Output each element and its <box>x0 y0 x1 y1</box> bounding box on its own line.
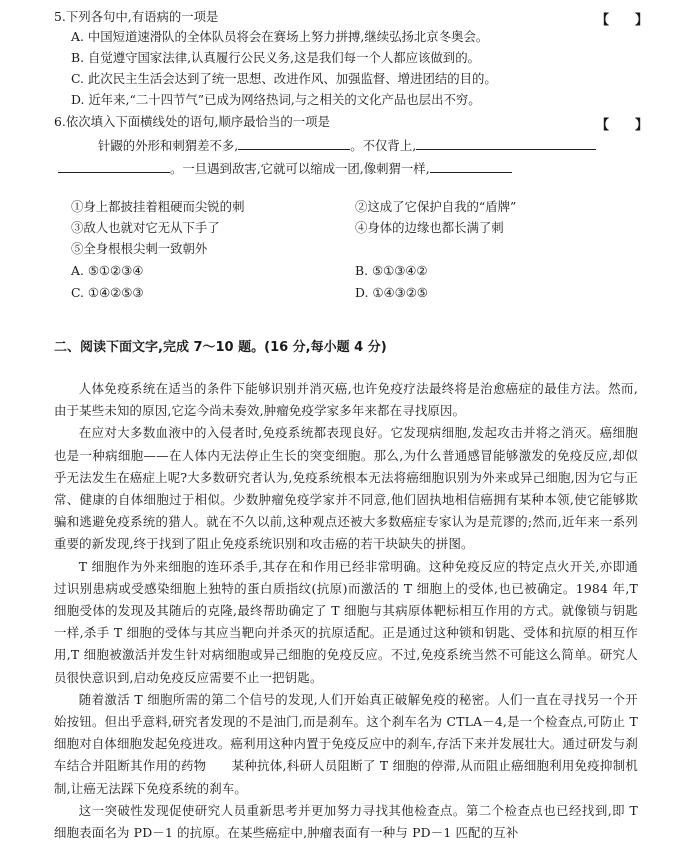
q6-item-4: ④身体的边缘也都长满了刺 <box>355 220 504 235</box>
fill-blank-2 <box>416 137 596 150</box>
q6-choice-d: D. ①④③②⑤ <box>355 285 428 300</box>
q5-stem: 5.下列各句中,有语病的一项是 <box>54 9 219 24</box>
reading-passage <box>54 378 638 844</box>
q5-answer-bracket: 【 】 <box>596 13 649 28</box>
fill-blank-4 <box>430 160 512 173</box>
q6-choice-c: C. ①④②⑤③ <box>71 285 144 300</box>
q5-option-c: C. 此次民主生活会达到了统一思想、改进作风、加强监督、增进团结的目的。 <box>71 71 497 86</box>
section-2-heading: 二、阅读下面文字,完成 7～10 题。(16 分,每小题 4 分) <box>54 340 387 355</box>
q6-choice-a: A. ⑤①②③④ <box>71 263 144 278</box>
q6-item-2: ②这成了它保护自我的“盾牌” <box>355 199 517 214</box>
passage-paragraph-2: 在应对大多数血液中的入侵者时,免疫系统都表现良好。它发现病细胞,发起攻击并将之消灭。癌细胞也是一种病细胞——在人体内无法停止生长的突变细胞。那么,为什么普通感冒能够激发的免疫反应,却似乎无法发生在癌症上呢?大多数研究者认为,免疫系统根本无法将癌细胞识别为外来或异己细胞,因为它与正常、健康的自体细胞过于相似。少数肿瘤免疫学家并不同意,他们固执地相信癌拥有某种本领,使它能够欺骗和逃避免疫系统的猎人。就在不久以前,这种观点还被大多数癌症专家认为是荒谬的;然而,近年来一系列重要的新发现,终于找到了阻止免疫系统识别和攻击癌的若干块缺失的拼图。 <box>54 425 638 552</box>
q6-item-3: ③敌人也就对它无从下手了 <box>71 220 220 235</box>
q6-item-1: ①身上都披挂着粗硬而尖锐的刺 <box>71 199 245 214</box>
q6-stem: 6.依次填入下面横线处的语句,顺序最恰当的一项是 <box>54 114 330 129</box>
q5-option-a: A. 中国短道速滑队的全体队员将会在赛场上努力拼搏,继续弘扬北京冬奥会。 <box>71 29 489 44</box>
q6-item-5: ⑤全身根根尖刺一致朝外 <box>71 241 208 256</box>
q5-option-d: D. 近年来,“二十四节气”已成为网络热词,与之相关的文化产品也层出不穷。 <box>71 92 481 107</box>
q5-option-b: B. 自觉遵守国家法律,认真履行公民义务,这是我们每一个人都应该做到的。 <box>71 50 480 65</box>
q6-text-2b: 。一旦遇到敌害,它就可以缩成一团,像刺猬一样, <box>170 161 430 176</box>
q6-text-1b: 。不仅背上, <box>350 138 417 153</box>
passage-paragraph-3: T 细胞作为外来细胞的连环杀手,其存在和作用已经非常明确。这种免疫反应的特定点火开关,亦即通过识别患病或受感染细胞上独特的蛋白质指纹(抗原)而激活的 T 细胞上的受体,也已被确定。1984 年,T 细胞受体的发现及其随后的克隆,最终帮助确定了 T 细胞与其病原体靶标相互作用的方式。就像锁与钥匙一样,杀手 T 细胞的受体与其应当靶向并杀灭的抗原适配。正是通过这种锁和钥匙、受体和抗原的相互作用,T 细胞被激活并发生针对病细胞或异己细胞的免疫反应。不过,免疫系统当然不可能这么简单。研究人员很快意识到,启动免疫反应需要不止一把钥匙。 <box>54 558 638 685</box>
q6-choice-b: B. ⑤①③④② <box>355 263 428 278</box>
q6-answer-bracket: 【 】 <box>596 118 649 133</box>
passage-paragraph-1: 人体免疫系统在适当的条件下能够识别并消灭癌,也许免疫疗法最终将是治愈癌症的最佳方法。然而,由于某些未知的原因,它迄今尚未奏效,肿瘤免疫学家多年来都在寻找原因。 <box>54 381 638 419</box>
fill-blank-3 <box>58 160 170 173</box>
fill-blank-1 <box>238 137 350 150</box>
q6-text-1a: 针鼹的外形和刺猬差不多, <box>98 138 239 153</box>
q6-sentence-line-2 <box>58 160 512 177</box>
passage-paragraph-5: 这一突破性发现促使研究人员重新思考并更加努力寻找其他检查点。第二个检查点也已经找到,即 T 细胞表面名为 PD－1 的抗原。在某些癌症中,肿瘤表面有一种与 PD－1 匹配的互补 <box>54 802 638 841</box>
passage-paragraph-4: 随着激活 T 细胞所需的第二个信号的发现,人们开始真正破解免疫的秘密。人们一直在寻找另一个开始按钮。但出乎意料,研究者发现的不是油门,而是刹车。这个刹车名为 CTLA－4,是一个检查点,可防止 T 细胞对自体细胞发起免疫进攻。癌利用这种内置于免疫反应中的刹车,存活下来并发展壮大。通过研发与刹车结合并阻断其作用的药物 某种抗体,科研人员阻断了 T 细胞的停滞,从而阻止癌细胞利用免疫抑制机制,让癌无法踩下免疫系统的刹车。 <box>54 691 638 796</box>
q6-sentence-line-1 <box>98 137 596 154</box>
